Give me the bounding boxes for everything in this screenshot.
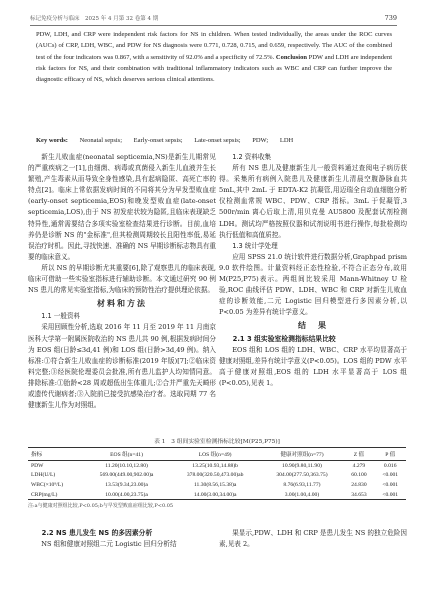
table-cell: 11.20(10.10,12.80)	[105, 462, 148, 469]
running-header	[30, 14, 397, 24]
logistic-paragraph-start: NS 组和健康对照组二元 Logistic 回归分析结	[41, 540, 177, 549]
lab-indicators-table	[28, 447, 406, 500]
english-abstract	[36, 29, 392, 85]
intro-paragraph: 所以 NS 的早期诊断尤其重要[6],除了观察患儿的临床表现,临床可借助一些实验室指标进行辅助诊断。本文通过研究 90 例 NS 患儿的常见实验室指标,为临床的预防性治疗提供理论依据。	[28, 263, 216, 295]
table-cell: 304.00(277.50,363.75)	[276, 472, 328, 479]
journal-name: 标记免疫分析与临床 2025 年 4 月第 32 卷第 4 期	[30, 16, 159, 22]
logistic-paragraph-end: 果显示,PDW、LDH 和 CRP 是患儿发生 NS 的独立危险因素,见表 2。	[219, 529, 407, 549]
table-cell: 8.76(6.93,11.77)	[283, 481, 321, 488]
table-header-row	[28, 448, 406, 461]
table-cell: <0.001	[382, 472, 399, 479]
table-cell: 24.830	[351, 481, 367, 488]
table-cell: 34.653	[343, 490, 374, 500]
subsection-heading: 1.1 一般资料	[41, 312, 81, 321]
results-paragraph: EOS 组和 LOS 组的 LDH、WBC、CRP 水平均显著高于健康对照组,差异有统计学意义(P<0.05)。LOS 组的 PDW 水平高于健康对照组,EOS 组的 LDH 水平显著高于 LOS 组(P<0.05),见表 1。	[219, 345, 407, 387]
section-title-methods: 材料和方法	[97, 299, 147, 309]
table-cell: <0.001	[382, 481, 399, 488]
bottom-right-column	[219, 528, 407, 550]
keywords	[36, 137, 392, 144]
table-cell: WBC(×10⁹/L)	[31, 481, 64, 488]
abstract-conclusion-label: Conclusion	[275, 53, 307, 61]
abstract-conclusion: PDW and LDH are independent risk factors for NS, and their combination with traditional inflammatory indicators such as WBC and CRP can further improve the diagnostic efficacy of NS, which deserves serious clinical attentions.	[36, 53, 392, 84]
keyword: LDH	[279, 137, 294, 144]
column-header: EOS 组(n=41)	[83, 448, 170, 461]
left-column	[28, 152, 216, 411]
statistics-paragraph: 应用 SPSS 21.0 统计软件进行数据分析,Graphpad prism 9.0 软件绘图。计量资料经正态性检验,不符合正态分布,故用 M(P25,P75)表示。两组间比较采用 Mann-Whitney U 检验,ROC 曲线评估 PDW、LDH、WBC 和 CRP 对新生儿败血症的诊断效能,二元 Logistic 回归模型进行多因素分析,以 P<0.05 为差异有统计学意义。	[219, 252, 407, 317]
subsection-heading: 1.3 统计学处理	[232, 241, 278, 250]
subsection-heading: 1.2 资料收集	[232, 153, 272, 161]
table-cell: 0.016	[383, 462, 397, 469]
table-cell: 14.00(3.00,34.00)a	[170, 490, 261, 500]
intro-paragraph: 新生儿败血症(neonatal septicemia,NS)是新生儿期常见的严重疾病之一[1],由细菌、病毒或真菌侵入新生儿血液并生长繁殖,产生毒素从而导致全身性感染,具有起病隐匿、高死亡率的特点[2]。临床上常依据发病时间的不同将其分为早发型败血症(early-onset septicemia,EOS)和晚发型败血症(late-onset septicemia,LOS),由于 NS 初发症状较为隐匿,且临床表现缺乏特异性,通常需要结合多项实验室检查结果进行诊断。目前,血培养仍是诊断 NS 的"金标准",但其检测周期较长且阳性率低,易延误治疗时机。因此,寻找快速、准确的 NS 早期诊断标志物具有重要的临床意义。	[28, 153, 217, 261]
keyword: PDW;	[252, 137, 269, 144]
table-cell: 569.00(449.00,902.00)a	[99, 472, 154, 479]
abstract-results: PDW, LDH, and CRP were independent risk factors for NS in children. When tested individually, the areas under the ROC curves (AUCs) of CRP, LDH, WBC, and PDW for NS diagnosis were 0.771, 0.728, 0.715, and 0.659, respectively. The AUC of the combined test of the four indicators was 0.867, with a sensitivity of 92.0% and a specificity of 72.5%.	[36, 31, 392, 61]
table-note: 注:a与健康对照组比较,P<0.05;b与早发型败血症组比较,P<0.05	[28, 503, 174, 510]
column-header: Z 值	[343, 448, 374, 461]
table-row	[28, 461, 406, 471]
data-collection-paragraph: 所有 NS 患儿及健康新生儿一般资料通过查阅电子病历获得。采集所有病例入院患儿及健康新生儿清晨空腹静脉血共 5mL,其中 2mL 于 EDTA-K2 抗凝管,用迈瑞全自动血细胞分析仪检测血常规 WBC、PDW、CRP 指标。3mL 于促凝管,3 500r/min 离心后取上清,用贝克曼 AU5800 及配套试剂检测 LDH。测试均严格按照仪器和试剂说明书进行操作,每批检测均执行低值和高值质控。	[219, 164, 407, 239]
table-row	[28, 471, 406, 481]
table-cell: 11.30(8.56,15.38)a	[193, 481, 237, 488]
table-cell: 3.00(1.00,4.00)	[260, 490, 343, 500]
table-cell: 4.279	[352, 462, 366, 469]
table-row	[28, 490, 406, 500]
page-number: 739	[384, 14, 397, 22]
table-cell: 13.53(9.34,23.00)a	[105, 481, 148, 488]
right-column	[219, 152, 407, 389]
keyword: Neonatal sepsis;	[79, 137, 123, 144]
table-cell: LDH(U/L)	[31, 472, 56, 479]
section-title-results: 结 果	[298, 321, 328, 331]
table-cell: 13.25(10.93,14.88)b	[192, 462, 238, 469]
keyword: Early-onset sepsis;	[133, 137, 183, 144]
table-row	[28, 480, 406, 490]
table-cell: CRP(mg/L)	[28, 490, 83, 500]
table-cell: 10.00(4.00,23.75)a	[83, 490, 170, 500]
keywords-label: Key words:	[36, 137, 68, 144]
table-cell: 10.90(9.80,11.90)	[282, 462, 322, 469]
table-cell: PDW	[31, 462, 44, 469]
subsection-heading: 2.2 NS 患儿发生 NS 的多因素分析	[41, 529, 153, 537]
column-header: 健康对照组(n=77)	[260, 448, 343, 461]
general-info-paragraph: 采用回顾性分析,选取 2016 年 11 月至 2019 年 11 月南京医科大学第一附属医院收治的 NS 患儿共 90 例,根据发病时间分为 EOS 组(日龄≤3d,41 例)和 LOS 组(日龄>3d,49 例)。纳入标准:①符合新生儿败血症的诊断标准(2019 年版)[7];②临床资料完整;③经医院伦理委员会批准,所有患儿监护人均知情同意。排除标准:①胎龄<28 周或超低出生体重儿;②合并严重先天畸形或遗传代谢病者;③入院前已接受抗感染治疗者。选取同期 77 名健康新生儿作为对照组。	[28, 323, 216, 410]
column-header: P 值	[374, 448, 406, 461]
keyword: Late-onset sepsis;	[194, 137, 241, 144]
header-rule	[30, 25, 397, 26]
table-cell: 378.00(320.50,473.00)ab	[186, 472, 244, 479]
column-header: LOS 组(n=49)	[170, 448, 261, 461]
column-header: 指标	[28, 448, 83, 461]
table-caption: 表 1 3 组间实验室检测指标比较[M(P25,P75)]	[154, 439, 280, 445]
subsection-heading: 2.1 3 组实验室检测指标结果比较	[232, 334, 336, 343]
table-1	[28, 436, 406, 509]
bottom-left-column	[28, 528, 216, 550]
table-cell: 60.100	[351, 472, 367, 479]
table-cell: <0.001	[374, 490, 406, 500]
